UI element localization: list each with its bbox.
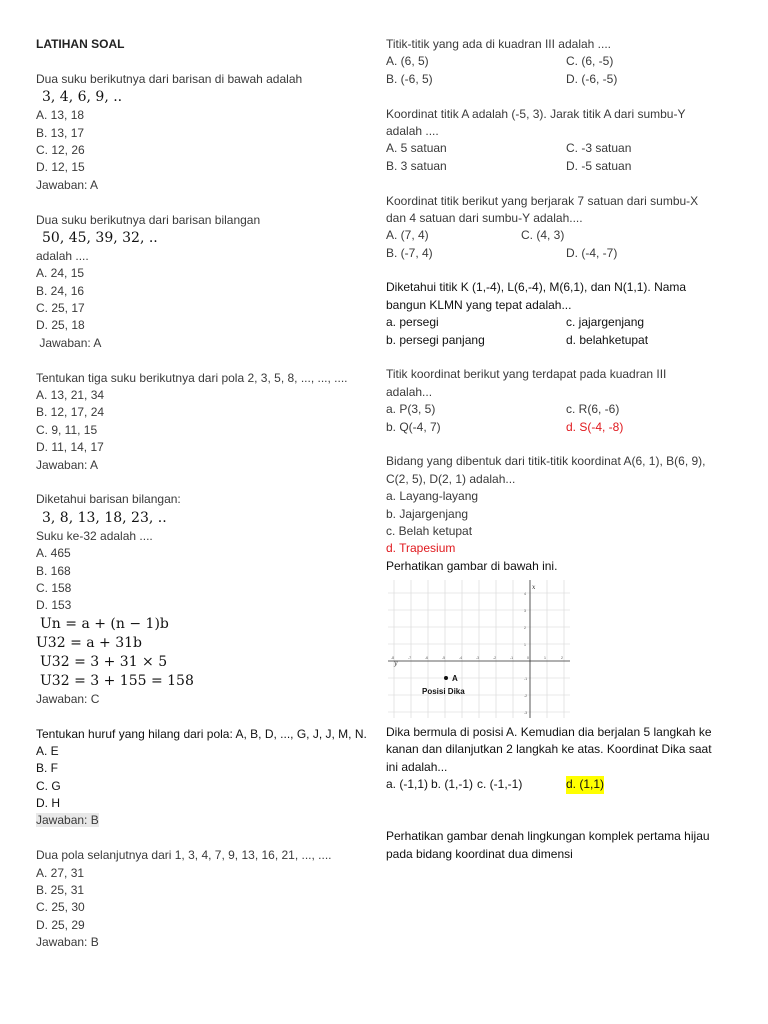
q3-option-a: A. 13, 21, 34 xyxy=(36,388,105,403)
q8-option-d: D. -5 satuan xyxy=(566,158,632,173)
q3-option-c: C. 9, 11, 15 xyxy=(36,422,98,437)
q11-text-1: Titik koordinat berikut yang terdapat pada kuadran III xyxy=(386,367,667,382)
q3-answer: Jawaban: A xyxy=(36,457,99,472)
graph-x-tick-label: -6 xyxy=(425,656,429,660)
left-column xyxy=(36,36,372,952)
graph-x-tick-label: -7 xyxy=(408,656,412,660)
q8-option-a: A. 5 satuan xyxy=(386,141,447,156)
q12-after: Perhatikan gambar di bawah ini. xyxy=(386,558,558,573)
q1-option-b: B. 13, 17 xyxy=(36,125,85,140)
q1-option-a: A. 13, 18 xyxy=(36,108,85,123)
graph-x-tick-label: 2 xyxy=(561,656,563,660)
q8-text-2: adalah .... xyxy=(386,123,439,138)
q7-option-c: C. (6, -5) xyxy=(566,54,614,69)
q2-answer: Jawaban: A xyxy=(36,335,102,350)
q5-option-a: A. E xyxy=(36,743,59,758)
q2-option-a: A. 24, 15 xyxy=(36,266,85,281)
q4-formula-1: Un = a + (n − 1)b xyxy=(40,615,169,632)
q3-text: Tentukan tiga suku berikutnya dari pola 2, 3, 5, 8, ..., ..., .... xyxy=(36,370,348,385)
q8-option-c: C. -3 satuan xyxy=(566,141,632,156)
q11-text-2: adalah... xyxy=(386,384,433,399)
q4-option-a: A. 465 xyxy=(36,546,71,561)
q7-option-b: B. (-6, 5) xyxy=(386,71,433,86)
q4-text-2: Suku ke-32 adalah .... xyxy=(36,528,153,543)
q5-option-d: D. H xyxy=(36,796,60,811)
graph-x-tick-label: -4 xyxy=(459,656,463,660)
q6-text: Dua pola selanjutnya dari 1, 3, 4, 7, 9, 13, 16, 21, ..., .... xyxy=(36,848,332,863)
q9-option-d: D. (-4, -7) xyxy=(566,245,618,260)
q13-option-b: b. (1,-1) xyxy=(431,777,474,792)
q10-option-a: a. persegi xyxy=(386,315,439,330)
q9-text-1: Koordinat titik berikut yang berjarak 7 satuan dari sumbu-X xyxy=(386,193,699,208)
q11-option-d: d. S(-4, -8) xyxy=(566,419,624,434)
q7-option-a: A. (6, 5) xyxy=(386,54,429,69)
q12-option-c: c. Belah ketupat xyxy=(386,523,473,538)
q6-option-b: B. 25, 31 xyxy=(36,883,85,898)
graph-grid xyxy=(388,580,570,718)
q13-text-3: ini adalah... xyxy=(386,759,448,774)
q9-text-2: dan 4 satuan dari sumbu-Y adalah.... xyxy=(386,210,583,225)
q13-option-d: d. (1,1) xyxy=(566,776,604,793)
q3-option-d: D. 11, 14, 17 xyxy=(36,440,104,455)
q13-option-a: a. (-1,1) xyxy=(386,777,429,792)
q13-text-1: Dika bermula di posisi A. Kemudian dia berjalan 5 langkah ke xyxy=(386,725,712,739)
graph-x-tick-label: -8 xyxy=(391,656,395,660)
graph-caption: Posisi Dika xyxy=(422,687,465,696)
q12-option-b: b. Jajargenjang xyxy=(386,506,469,521)
q9-option-a: A. (7, 4) xyxy=(386,228,429,243)
q6-answer: Jawaban: B xyxy=(36,935,99,950)
graph-y-axis-label: x xyxy=(532,584,536,591)
right-column-bottom xyxy=(386,724,738,863)
q10-text-1: Diketahui titik K (1,-4), L(6,-4), M(6,1), dan N(1,1). Nama xyxy=(386,280,687,295)
q1-option-c: C. 12, 26 xyxy=(36,142,85,157)
q4-option-d: D. 153 xyxy=(36,598,72,613)
q5-option-c: C. G xyxy=(36,778,61,793)
q8-text-1: Koordinat titik A adalah (-5, 3). Jarak titik A dari sumbu-Y xyxy=(386,106,686,121)
q3-option-b: B. 12, 17, 24 xyxy=(36,405,105,420)
q9-option-b: B. (-7, 4) xyxy=(386,245,433,260)
q6-option-c: C. 25, 30 xyxy=(36,900,85,915)
graph-x-tick-label: -1 xyxy=(510,656,514,660)
q14-text-2: pada bidang koordinat dua dimensi xyxy=(386,846,573,861)
coordinate-graph xyxy=(386,578,572,720)
q12-option-a: a. Layang-layang xyxy=(386,489,479,504)
q1-text: Dua suku berikutnya dari barisan di bawah adalah xyxy=(36,71,303,86)
graph-y-tick-label: 1 xyxy=(524,643,526,647)
graph-y-tick-label: 3 xyxy=(524,609,526,613)
q12-option-d: d. Trapesium xyxy=(386,541,456,556)
graph-y-tick-label: 2 xyxy=(524,626,526,630)
q12-text-1: Bidang yang dibentuk dari titik-titik koordinat A(6, 1), B(6, 9), xyxy=(386,454,706,469)
q6-option-a: A. 27, 31 xyxy=(36,865,85,880)
q1-option-d: D. 12, 15 xyxy=(36,160,85,175)
q1-answer: Jawaban: A xyxy=(36,177,99,192)
q11-option-a: a. P(3, 5) xyxy=(386,402,436,417)
q11-option-b: b. Q(-4, 7) xyxy=(386,419,441,434)
q8-option-b: B. 3 satuan xyxy=(386,158,447,173)
graph-ticks xyxy=(391,578,563,720)
point-a-marker xyxy=(444,676,448,680)
q14-text-1: Perhatikan gambar denah lingkungan komplek pertama hijau xyxy=(386,829,710,844)
q4-sequence: 3, 8, 13, 18, 23, .. xyxy=(42,509,167,526)
q10-text-2: bangun KLMN yang tepat adalah... xyxy=(386,297,572,312)
q2-option-c: C. 25, 17 xyxy=(36,301,85,316)
q4-option-c: C. 158 xyxy=(36,580,72,595)
graph-x-tick-label: -3 xyxy=(476,656,480,660)
graph-y-tick-label: -3 xyxy=(524,711,528,715)
q5-option-b: B. F xyxy=(36,761,59,776)
q2-text: Dua suku berikutnya dari barisan bilangan xyxy=(36,212,261,227)
page-title: LATIHAN SOAL xyxy=(36,37,125,51)
q2-sequence: 50, 45, 39, 32, .. xyxy=(42,229,158,246)
q2-option-d: D. 25, 18 xyxy=(36,318,85,333)
q10-option-c: c. jajargenjang xyxy=(566,315,645,330)
graph-x-tick-label: -2 xyxy=(493,656,497,660)
q4-formula-2: U32 = a + 31b xyxy=(36,634,142,651)
graph-y-tick-label: -2 xyxy=(524,694,528,698)
q7-option-d: D. (-6, -5) xyxy=(566,71,618,86)
q4-answer: Jawaban: C xyxy=(36,691,100,706)
q2-option-b: B. 24, 16 xyxy=(36,283,85,298)
q4-text: Diketahui barisan bilangan: xyxy=(36,492,181,507)
q13-option-c: c. (-1,-1) xyxy=(477,777,523,792)
q2-text-2: adalah .... xyxy=(36,248,89,263)
q12-text-2: C(2, 5), D(2, 1) adalah... xyxy=(386,471,516,486)
q4-formula-3: U32 = 3 + 31 × 5 xyxy=(40,653,168,670)
q10-option-b: b. persegi panjang xyxy=(386,332,485,347)
graph-y-tick-label: 4 xyxy=(524,592,526,596)
graph-x-tick-label: 1 xyxy=(544,656,546,660)
graph-y-tick-label xyxy=(524,578,526,579)
q6-option-d: D. 25, 29 xyxy=(36,917,85,932)
right-column xyxy=(386,36,738,575)
graph-x-axis-label: y xyxy=(394,660,398,667)
q1-sequence: 3, 4, 6, 9, .. xyxy=(42,89,123,106)
q4-option-b: B. 168 xyxy=(36,563,71,578)
point-a-label: A xyxy=(452,674,458,683)
q5-answer: Jawaban: B xyxy=(36,813,99,828)
q4-formula-4: U32 = 3 + 155 = 158 xyxy=(40,672,194,689)
graph-y-tick-label: -1 xyxy=(524,677,528,681)
q13-text-2: kanan dan dilanjutkan 2 langkah ke atas. Koordinat Dika saat xyxy=(386,742,712,757)
graph-x-tick-label: 0 xyxy=(527,656,529,660)
q10-option-d: d. belahketupat xyxy=(566,332,649,347)
q7-text: Titik-titik yang ada di kuadran III adalah .... xyxy=(386,37,612,51)
q11-option-c: c. R(6, -6) xyxy=(566,402,620,417)
q9-option-c: C. (4, 3) xyxy=(521,228,565,243)
q5-text: Tentukan huruf yang hilang dari pola: A, B, D, ..., G, J, J, M, N. xyxy=(36,726,367,741)
graph-x-tick-label: -5 xyxy=(442,656,446,660)
